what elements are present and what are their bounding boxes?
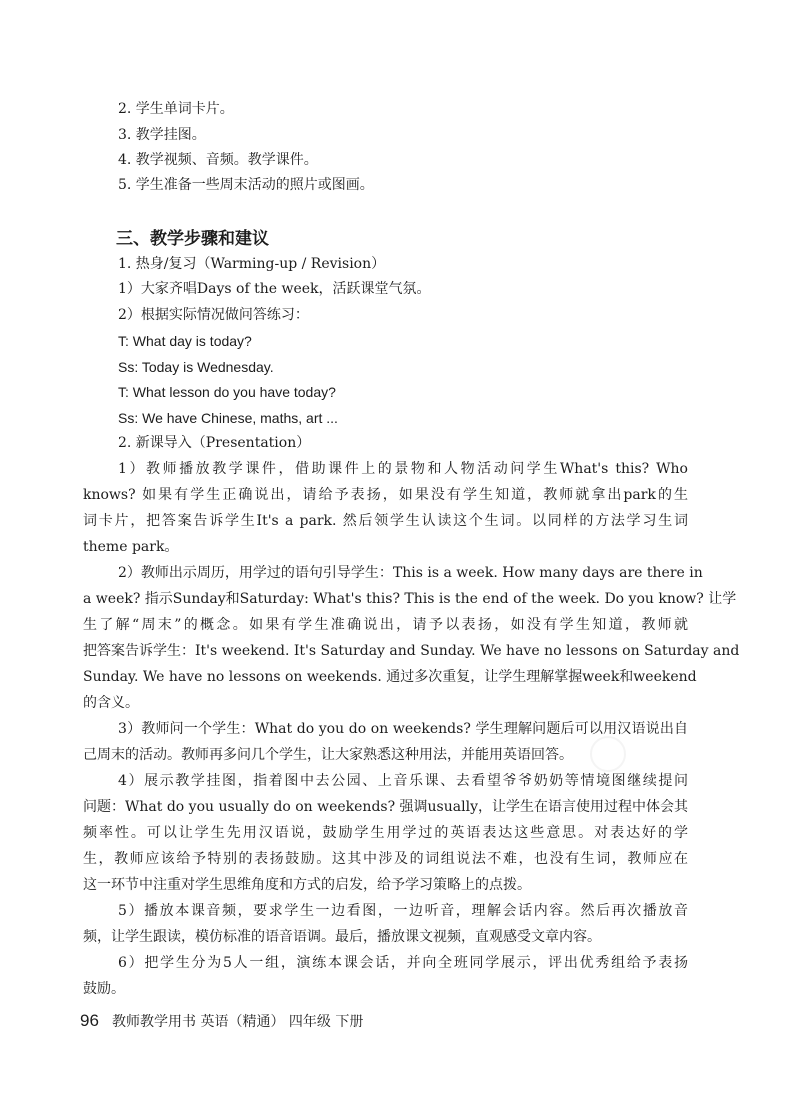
dialogue-line: Ss: Today is Wednesday. (118, 359, 274, 375)
paragraph-line: 5）播放本课音频，要求学生一边看图，一边听音，理解会话内容。然后再次播放音 (118, 903, 688, 919)
paragraph-line: knows? 如果有学生正确说出，请给予表扬，如果没有学生知道，教师就拿出park的生 (83, 487, 688, 503)
warmup-step-2: 2）根据实际情况做问答练习： (118, 307, 309, 323)
dialogue-line: Ss: We have Chinese, maths, art ... (118, 410, 338, 426)
dialogue-line: T: What lesson do you have today? (118, 384, 336, 400)
paragraph-line: theme park。 (83, 539, 179, 555)
paragraph-line: 己周末的活动。教师再多问几个学生，让大家熟悉这种用法，并能用英语回答。 (83, 747, 573, 763)
page-number: 96 (80, 1011, 99, 1030)
paragraph-line: 频率性。可以让学生先用汉语说，鼓励学生用学过的英语表达这些意思。对表达好的学 (83, 825, 688, 841)
warmup-title: 1. 热身/复习（Warming-up / Revision） (118, 256, 386, 272)
paragraph-line: 问题：What do you usually do on weekends? 强调usually，让学生在语言使用过程中体会其 (83, 799, 688, 815)
paragraph-line: 2）教师出示周历，用学过的语句引导学生：This is a week. How many days are there in (118, 565, 703, 581)
paragraph-line: a week? 指示Sunday和Saturday: What's this? This is the end of the week. Do you know? 让学 (83, 591, 737, 607)
materials-item: 2. 学生单词卡片。 (118, 101, 234, 117)
paragraph-line: 鼓励。 (83, 981, 125, 997)
paragraph-line: 生，教师应该给予特别的表扬鼓励。这其中涉及的词组说法不难，也没有生词，教师应在 (83, 851, 688, 867)
paragraph-line: 的含义。 (83, 695, 139, 711)
materials-item: 4. 教学视频、音频。教学课件。 (118, 152, 318, 168)
book-title: 教师教学用书 英语（精通） 四年级 下册 (112, 1014, 364, 1030)
paragraph-line: 1）教师播放教学课件，借助课件上的景物和人物活动问学生What's this? Who (118, 461, 688, 477)
paragraph-line: 词卡片，把答案告诉学生It's a park. 然后领学生认读这个生词。以同样的方法学习生词 (83, 513, 688, 529)
paragraph-line: 3）教师问一个学生：What do you do on weekends? 学生理解问题后可以用汉语说出自 (118, 721, 688, 737)
paragraph-line: 4）展示教学挂图，指着图中去公园、上音乐课、去看望爷爷奶奶等情境图继续提问 (118, 773, 688, 789)
section-heading: 三、教学步骤和建议 (116, 229, 269, 249)
dialogue-line: T: What day is today? (118, 333, 252, 349)
warmup-step-1: 1）大家齐唱Days of the week，活跃课堂气氛。 (118, 281, 431, 297)
paragraph-line: 生了解“周末”的概念。如果有学生准确说出，请予以表扬，如没有学生知道，教师就 (83, 617, 688, 633)
paragraph-line: 这一环节中注重对学生思维角度和方式的启发，给予学习策略上的点拨。 (83, 877, 531, 893)
materials-item: 5. 学生准备一些周末活动的照片或图画。 (118, 177, 374, 193)
paragraph-line: Sunday. We have no lessons on weekends. 通过多次重复，让学生理解掌握week和weekend (83, 669, 697, 685)
presentation-title: 2. 新课导入（Presentation） (118, 435, 311, 451)
watermark-stamp (590, 736, 626, 772)
paragraph-line: 把答案告诉学生：It's weekend. It's Saturday and Sunday. We have no lessons on Saturday and (83, 643, 740, 659)
paragraph-line: 6）把学生分为5人一组，演练本课会话，并向全班同学展示，评出优秀组给予表扬 (118, 955, 688, 971)
materials-item: 3. 教学挂图。 (118, 127, 206, 143)
paragraph-line: 频，让学生跟读，模仿标准的语音语调。最后，播放课文视频，直观感受文章内容。 (83, 929, 601, 945)
